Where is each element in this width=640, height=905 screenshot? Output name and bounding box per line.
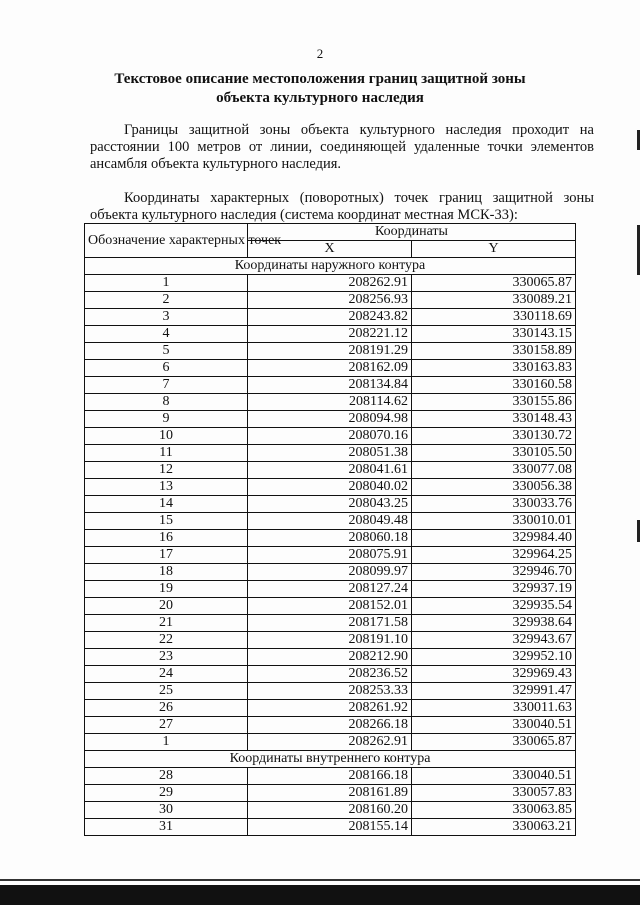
table-row — [85, 292, 576, 309]
cell-x: 208114.62 — [248, 394, 412, 411]
cell-point: 30 — [85, 802, 248, 819]
cell-point: 4 — [85, 326, 248, 343]
cell-point: 31 — [85, 819, 248, 836]
cell-point: 10 — [85, 428, 248, 445]
cell-point: 20 — [85, 598, 248, 615]
cell-y: 330105.50 — [412, 445, 576, 462]
cell-x: 208221.12 — [248, 326, 412, 343]
cell-x: 208127.24 — [248, 581, 412, 598]
cell-y: 330057.83 — [412, 785, 576, 802]
cell-x: 208262.91 — [248, 734, 412, 751]
cell-y: 330040.51 — [412, 768, 576, 785]
cell-point: 8 — [85, 394, 248, 411]
cell-y: 330063.85 — [412, 802, 576, 819]
cell-y: 330040.51 — [412, 717, 576, 734]
cell-point: 28 — [85, 768, 248, 785]
cell-y: 329984.40 — [412, 530, 576, 547]
cell-point: 15 — [85, 513, 248, 530]
cell-point: 24 — [85, 666, 248, 683]
cell-point: 13 — [85, 479, 248, 496]
cell-x: 208152.01 — [248, 598, 412, 615]
cell-point: 1 — [85, 275, 248, 292]
table-row — [85, 819, 576, 836]
cell-y: 330163.83 — [412, 360, 576, 377]
cell-y: 330160.58 — [412, 377, 576, 394]
table-row — [85, 547, 576, 564]
cell-point: 25 — [85, 683, 248, 700]
title-line-1: Текстовое описание местоположения границ защитной зоны — [114, 71, 526, 87]
table-row — [85, 632, 576, 649]
cell-x: 208160.20 — [248, 802, 412, 819]
cell-x: 208094.98 — [248, 411, 412, 428]
cell-y: 330011.63 — [412, 700, 576, 717]
cell-x: 208060.18 — [248, 530, 412, 547]
table-row — [85, 462, 576, 479]
cell-point: 17 — [85, 547, 248, 564]
coordinates-intro-paragraph: Координаты характерных (поворотных) точек границ защитной зоны объекта культурного наследия (система координат местная МСК-33): — [90, 190, 594, 223]
page-number: 2 — [316, 46, 324, 61]
cell-y: 330077.08 — [412, 462, 576, 479]
table-row — [85, 768, 576, 785]
table-row — [85, 802, 576, 819]
cell-y: 330065.87 — [412, 734, 576, 751]
cell-x: 208075.91 — [248, 547, 412, 564]
table-row — [85, 666, 576, 683]
table-row — [85, 411, 576, 428]
coordinates-table — [84, 223, 576, 836]
section-title-row — [85, 258, 576, 275]
description-paragraph: Границы защитной зоны объекта культурного наследия проходит на расстоянии 100 метров от линии, соединяющей удаленные точки элементов ансамбля объекта культурного наследия. — [90, 122, 594, 172]
cell-y: 329964.25 — [412, 547, 576, 564]
section-title: Координаты наружного контура — [85, 258, 576, 275]
cell-x: 208166.18 — [248, 768, 412, 785]
cell-point: 26 — [85, 700, 248, 717]
title-line-2: объекта культурного наследия — [216, 90, 424, 106]
section-title: Координаты внутреннего контура — [85, 751, 576, 768]
table-row — [85, 700, 576, 717]
table-row — [85, 377, 576, 394]
cell-y: 329991.47 — [412, 683, 576, 700]
cell-y: 330089.21 — [412, 292, 576, 309]
cell-point: 2 — [85, 292, 248, 309]
cell-y: 330143.15 — [412, 326, 576, 343]
cell-point: 5 — [85, 343, 248, 360]
table-row — [85, 649, 576, 666]
table-row — [85, 360, 576, 377]
cell-y: 329946.70 — [412, 564, 576, 581]
cell-x: 208243.82 — [248, 309, 412, 326]
cell-y: 329935.54 — [412, 598, 576, 615]
cell-point: 11 — [85, 445, 248, 462]
cell-point: 12 — [85, 462, 248, 479]
cell-x: 208155.14 — [248, 819, 412, 836]
cell-x: 208040.02 — [248, 479, 412, 496]
cell-x: 208253.33 — [248, 683, 412, 700]
table-row — [85, 581, 576, 598]
cell-x: 208261.92 — [248, 700, 412, 717]
cell-y: 330033.76 — [412, 496, 576, 513]
header-point-designation: Обозначение характерных точек — [85, 224, 248, 258]
cell-point: 18 — [85, 564, 248, 581]
cell-x: 208262.91 — [248, 275, 412, 292]
cell-point: 21 — [85, 615, 248, 632]
table-row — [85, 394, 576, 411]
cell-x: 208134.84 — [248, 377, 412, 394]
scan-bottom-line — [0, 879, 640, 881]
table-row — [85, 343, 576, 360]
cell-x: 208049.48 — [248, 513, 412, 530]
cell-point: 22 — [85, 632, 248, 649]
table-row — [85, 513, 576, 530]
cell-point: 14 — [85, 496, 248, 513]
table-row — [85, 428, 576, 445]
cell-y: 329937.19 — [412, 581, 576, 598]
cell-x: 208256.93 — [248, 292, 412, 309]
cell-point: 29 — [85, 785, 248, 802]
cell-x: 208041.61 — [248, 462, 412, 479]
header-x: X — [248, 241, 412, 258]
cell-point: 27 — [85, 717, 248, 734]
cell-y: 329952.10 — [412, 649, 576, 666]
document-title — [0, 70, 640, 108]
cell-x: 208161.89 — [248, 785, 412, 802]
cell-x: 208099.97 — [248, 564, 412, 581]
cell-x: 208051.38 — [248, 445, 412, 462]
table-row — [85, 683, 576, 700]
cell-x: 208043.25 — [248, 496, 412, 513]
table-row — [85, 734, 576, 751]
cell-x: 208191.10 — [248, 632, 412, 649]
cell-x: 208212.90 — [248, 649, 412, 666]
table-row — [85, 717, 576, 734]
cell-y: 330130.72 — [412, 428, 576, 445]
cell-y: 330010.01 — [412, 513, 576, 530]
table-row — [85, 309, 576, 326]
table-row — [85, 564, 576, 581]
cell-point: 19 — [85, 581, 248, 598]
table-row — [85, 785, 576, 802]
cell-x: 208070.16 — [248, 428, 412, 445]
cell-point: 7 — [85, 377, 248, 394]
table-header — [85, 224, 576, 258]
table-row — [85, 275, 576, 292]
table-row — [85, 445, 576, 462]
table-row — [85, 615, 576, 632]
section-title-row — [85, 751, 576, 768]
cell-y: 329969.43 — [412, 666, 576, 683]
cell-y: 330056.38 — [412, 479, 576, 496]
cell-point: 9 — [85, 411, 248, 428]
cell-y: 330155.86 — [412, 394, 576, 411]
cell-x: 208191.29 — [248, 343, 412, 360]
table-row — [85, 479, 576, 496]
cell-y: 330063.21 — [412, 819, 576, 836]
cell-y: 329938.64 — [412, 615, 576, 632]
table-row — [85, 530, 576, 547]
header-y: Y — [412, 241, 576, 258]
cell-y: 330148.43 — [412, 411, 576, 428]
table-row — [85, 496, 576, 513]
cell-point: 3 — [85, 309, 248, 326]
cell-point: 1 — [85, 734, 248, 751]
cell-x: 208236.52 — [248, 666, 412, 683]
cell-y: 330118.69 — [412, 309, 576, 326]
cell-y: 330065.87 — [412, 275, 576, 292]
table-body — [85, 258, 576, 836]
cell-point: 6 — [85, 360, 248, 377]
cell-x: 208162.09 — [248, 360, 412, 377]
cell-y: 329943.67 — [412, 632, 576, 649]
header-coordinates: Координаты — [248, 224, 576, 241]
table-row — [85, 326, 576, 343]
table-row — [85, 598, 576, 615]
cell-x: 208171.58 — [248, 615, 412, 632]
cell-x: 208266.18 — [248, 717, 412, 734]
scan-bottom-border — [0, 885, 640, 905]
cell-point: 23 — [85, 649, 248, 666]
cell-y: 330158.89 — [412, 343, 576, 360]
cell-point: 16 — [85, 530, 248, 547]
